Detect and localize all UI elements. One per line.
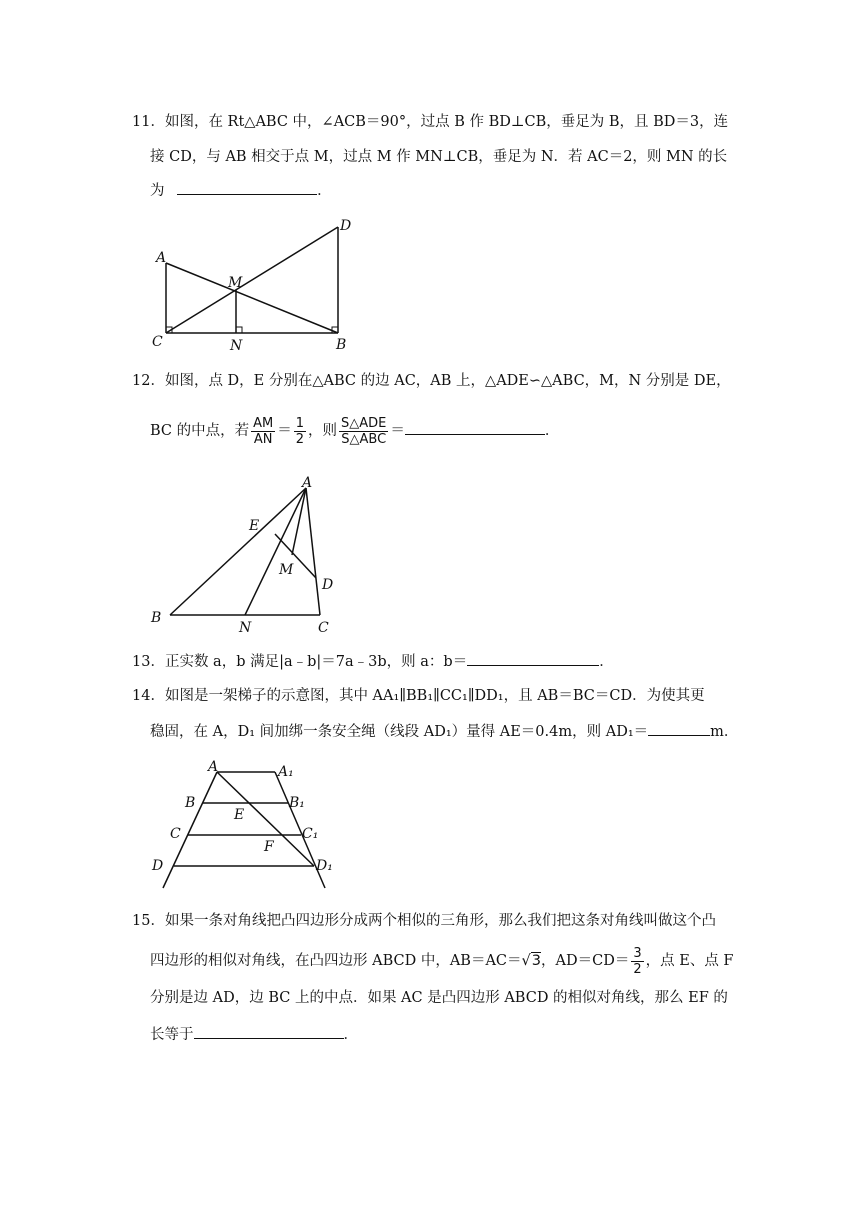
q15-line2-mid: ，AD＝CD＝ bbox=[541, 953, 630, 969]
q15-line3: 分别是边 AD，边 BC 上的中点．如果 AC 是凸四边形 ABCD 的相似对角线，那么 EF 的 bbox=[150, 990, 728, 1006]
q12-frac-area bbox=[339, 416, 388, 447]
q12-frac-half bbox=[294, 416, 306, 447]
q15-sqrt-value: 3 bbox=[531, 953, 542, 969]
q15-line2-prefix: 四边形的相似对角线，在凸四边形 ABCD 中，AB＝AC＝ bbox=[150, 953, 522, 969]
q11-suffix: ． bbox=[317, 183, 332, 199]
q13-line bbox=[132, 651, 614, 672]
q11-answer-blank[interactable] bbox=[177, 180, 317, 195]
q14-answer-blank[interactable] bbox=[648, 721, 710, 736]
q14-label-F: F bbox=[264, 839, 274, 855]
q14-suffix: m． bbox=[710, 724, 739, 740]
q12-figure bbox=[145, 470, 345, 640]
q15-frac bbox=[631, 946, 643, 977]
q11-line2: 接 CD，与 AB 相交于点 M，过点 M 作 MN⊥CB，垂足为 N．若 AC＝2，则 MN 的长 bbox=[150, 149, 728, 165]
q14-label-E: E bbox=[234, 807, 245, 823]
q14-label-B1: B₁ bbox=[289, 795, 305, 811]
q12-label-N: N bbox=[239, 620, 252, 636]
q11-prefix: 为 bbox=[150, 183, 165, 199]
q15-answer-blank[interactable] bbox=[194, 1024, 344, 1039]
q12-eq2: ＝ bbox=[390, 423, 405, 439]
q14-label-D: D bbox=[152, 858, 164, 874]
q15-sqrt: √3 bbox=[521, 953, 542, 969]
q12-frac1-den: AN bbox=[253, 431, 273, 447]
q11-figure bbox=[145, 215, 365, 355]
q14-line2 bbox=[150, 721, 738, 742]
q14-text: 稳固，在 A，D₁ 间加绑一条安全绳（线段 AD₁）量得 AE＝0.4m，则 AD₁＝ bbox=[150, 724, 649, 740]
q12-label-D: D bbox=[322, 577, 334, 593]
q12-eq1: ＝ bbox=[277, 423, 292, 439]
q15-line1: 15．如果一条对角线把凸四边形分成两个相似的三角形，那么我们把这条对角线叫做这个凸 bbox=[132, 913, 716, 929]
q14-label-D1: D₁ bbox=[316, 858, 333, 874]
q12-line1: 12．如图，点 D，E 分别在△ABC 的边 AC，AB 上，△ADE∽△ABC，M，N 分别是 DE， bbox=[132, 373, 731, 389]
q11-label-N: N bbox=[230, 338, 243, 354]
q12-frac3-num: S△ADE bbox=[341, 415, 387, 431]
q15-line4 bbox=[150, 1024, 358, 1045]
q12-prefix: BC 的中点，若 bbox=[150, 423, 250, 439]
q15-frac-den: 2 bbox=[633, 961, 642, 977]
q14-line1: 14．如图是一架梯子的示意图，其中 AA₁∥BB₁∥CC₁∥DD₁，且 AB＝BC＝CD．为使其更 bbox=[132, 688, 705, 704]
q15-frac-num: 3 bbox=[633, 945, 642, 961]
q12-answer-blank[interactable] bbox=[405, 420, 545, 435]
q12-frac2-num: 1 bbox=[295, 415, 305, 431]
q15-line2 bbox=[150, 943, 734, 979]
q14-label-C1: C₁ bbox=[302, 826, 319, 842]
q11-label-C: C bbox=[152, 334, 163, 350]
q12-frac-am-an bbox=[251, 416, 275, 447]
q15-line2-suffix: ，点 E、点 F bbox=[645, 953, 734, 969]
q14-label-C: C bbox=[170, 826, 181, 842]
q11-line3 bbox=[150, 180, 332, 201]
q13-suffix: ． bbox=[599, 654, 614, 670]
q13-answer-blank[interactable] bbox=[467, 651, 599, 666]
q12-suffix: ． bbox=[544, 423, 560, 439]
q12-label-E: E bbox=[249, 518, 260, 534]
q14-figure bbox=[145, 755, 355, 895]
q13-text: 13．正实数 a，b 满足|a﹣b|＝7a﹣3b，则 a：b＝ bbox=[132, 654, 468, 670]
q12-label-C: C bbox=[318, 620, 329, 636]
q14-label-B: B bbox=[185, 795, 196, 811]
q12-line2 bbox=[150, 413, 559, 449]
q12-frac3-den: S△ABC bbox=[341, 431, 387, 447]
q12-frac1-num: AM bbox=[253, 415, 274, 431]
q14-label-A1: A₁ bbox=[278, 764, 294, 780]
q12-label-B: B bbox=[151, 610, 162, 626]
q11-label-D: D bbox=[340, 218, 352, 234]
q14-label-A: A bbox=[208, 759, 219, 775]
q12-frac2-den: 2 bbox=[295, 431, 305, 447]
q11-label-B: B bbox=[336, 337, 347, 353]
q15-line4-prefix: 长等于 bbox=[150, 1027, 194, 1043]
q11-label-A: A bbox=[156, 250, 167, 266]
q12-label-A: A bbox=[302, 475, 313, 491]
q11-line1: 11．如图，在 Rt△ABC 中，∠ACB＝90°，过点 B 作 BD⊥CB，垂足为 B，且 BD＝3，连 bbox=[132, 114, 729, 130]
q12-label-M: M bbox=[279, 562, 294, 578]
q12-mid: ，则 bbox=[308, 423, 338, 439]
q15-line4-suffix: ． bbox=[343, 1027, 358, 1043]
q11-label-M: M bbox=[228, 275, 243, 291]
